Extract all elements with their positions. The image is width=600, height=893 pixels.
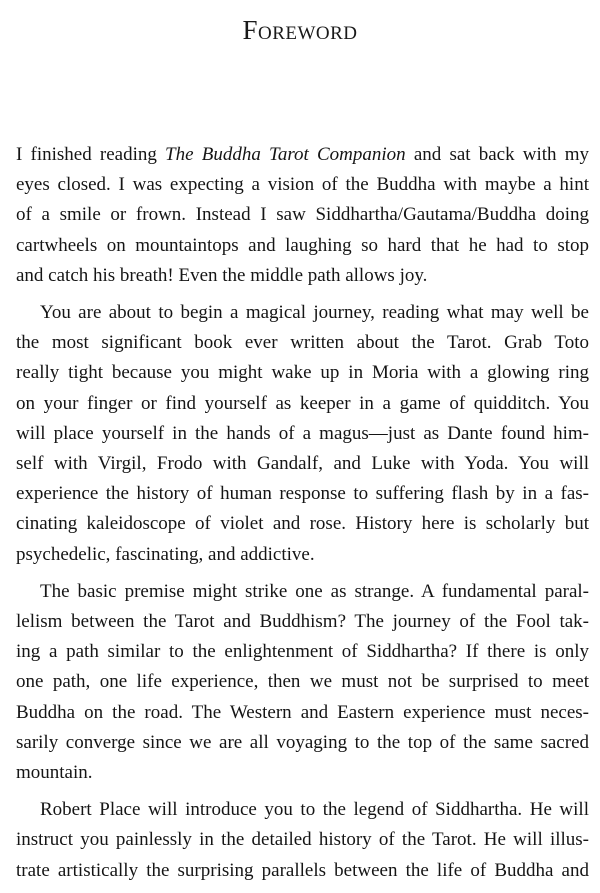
text-run: I finished reading	[16, 144, 166, 165]
text-line: the most significant book ever written about the Tarot. Grab Toto	[16, 332, 589, 354]
text-line: mountain.	[16, 762, 93, 784]
text-line: The basic premise might strike one as strange. A fundamental paral-	[40, 580, 589, 602]
foreword-body	[16, 140, 589, 893]
paragraph-1	[16, 140, 589, 291]
text-line: lelism between the Tarot and Buddhism? The journey of the Fool tak-	[16, 611, 589, 633]
text-line	[16, 140, 589, 170]
text-line: cinating kaleidoscope of violet and rose. History here is scholarly but	[16, 513, 589, 535]
text-line: ing a path similar to the enlightenment of Siddhartha? If there is only	[16, 641, 589, 663]
text-line: Robert Place will introduce you to the legend of Siddhartha. He will	[40, 799, 589, 821]
text-line: experience the history of human response to suffering flash by in a fas-	[16, 483, 589, 505]
text-line: cartwheels on mountaintops and laughing so hard that he had to stop	[16, 234, 589, 256]
text-line: psychedelic, fascinating, and addictive.	[16, 543, 315, 565]
text-line: of a smile or frown. Instead I saw Siddhartha/Gautama/Buddha doing	[16, 204, 589, 226]
text-line: really tight because you might wake up in Moria with a glowing ring	[16, 362, 589, 384]
text-line: will place yourself in the hands of a magus—just as Dante found him-	[16, 422, 589, 444]
text-line: self with Virgil, Frodo with Gandalf, and Luke with Yoda. You will	[16, 453, 589, 475]
paragraph-3	[16, 577, 589, 788]
book-title-italic: The Buddha Tarot Companion	[165, 144, 406, 165]
text-line: instruct you painlessly in the detailed history of the Tarot. He will illus-	[16, 829, 589, 851]
text-line: eyes closed. I was expecting a vision of the Buddha with maybe a hint	[16, 174, 589, 196]
text-line: on your finger or find yourself as keeper in a game of quidditch. You	[16, 392, 589, 414]
paragraph-4	[16, 795, 589, 886]
text-run: and sat back with my	[405, 144, 589, 165]
chapter-title: Foreword	[242, 15, 358, 45]
text-line: one path, one life experience, then we must not be surprised to meet	[16, 671, 589, 693]
text-line: Buddha on the road. The Western and Eastern experience must neces-	[16, 701, 589, 723]
text-line: You are about to begin a magical journey, reading what may well be	[40, 302, 589, 324]
paragraph-2	[16, 298, 589, 570]
text-line: trate artistically the surprising parallels between the life of Buddha and	[16, 859, 589, 881]
text-line: and catch his breath! Even the middle path allows joy.	[16, 264, 428, 286]
text-line: sarily converge since we are all voyaging to the top of the same sacred	[16, 731, 589, 753]
